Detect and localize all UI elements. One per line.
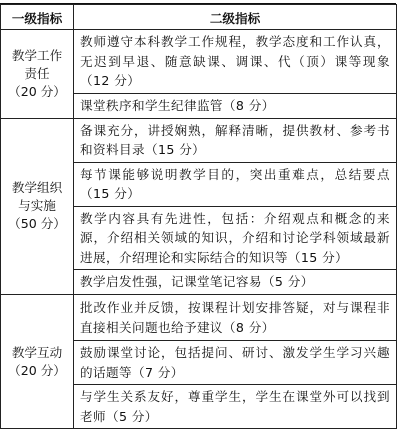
level1-score: （20 分） (8, 362, 66, 378)
level1-name-line: 教学工作 (11, 47, 63, 63)
level1-teaching-interaction (1, 295, 74, 429)
level2-item: 与学生关系友好，尊重学生，学生在课堂外可以找到老师（5 分） (74, 385, 397, 429)
table-row (1, 30, 397, 94)
table-row (1, 118, 397, 162)
level2-item: 每节课能够说明教学目的，突出重难点，总结要点（15 分） (74, 162, 397, 206)
header-row (1, 5, 397, 30)
level2-item: 教学启发性强，记课堂笔记容易（5 分） (74, 270, 397, 295)
level1-score: （20 分） (8, 83, 66, 99)
level1-score: （50 分） (8, 216, 66, 232)
header-level1: 一级指标 (1, 5, 74, 30)
header-level2: 二级指标 (74, 5, 397, 30)
level2-item: 教学内容具有先进性，包括：介绍观点和概念的来源，介绍相关领域的知识，介绍和讨论学科领域最新进展，介绍理论和实际结合的知识等（15 分） (74, 206, 397, 270)
level1-name-line: 教学互动 (11, 344, 63, 360)
level2-item: 教师遵守本科教学工作规程，教学态度和工作认真，无迟到早退、随意缺课、调课、代（顶）课等现象（12 分） (74, 30, 397, 94)
table-row (1, 295, 397, 341)
level2-item: 备课充分，讲授娴熟，解释清晰，提供教材、参考书和资料目录（15 分） (74, 118, 397, 162)
level2-item: 批改作业并反馈，按课程计划安排答疑，对与课程非直接相关问题也给予建议（8 分） (74, 295, 397, 341)
level1-teaching-responsibility (1, 30, 74, 119)
level1-teaching-organization (1, 118, 74, 295)
level2-item: 鼓励课堂讨论，包括提问、研讨、激发学生学习兴趣的话题等（7 分） (74, 341, 397, 385)
level2-item: 课堂秩序和学生纪律监管（8 分） (74, 93, 397, 118)
level1-name-line: 责任 (24, 65, 50, 81)
level1-name-line: 教学组织 (11, 180, 63, 196)
level1-name-line: 与实施 (18, 198, 56, 214)
indicator-table (0, 4, 397, 429)
